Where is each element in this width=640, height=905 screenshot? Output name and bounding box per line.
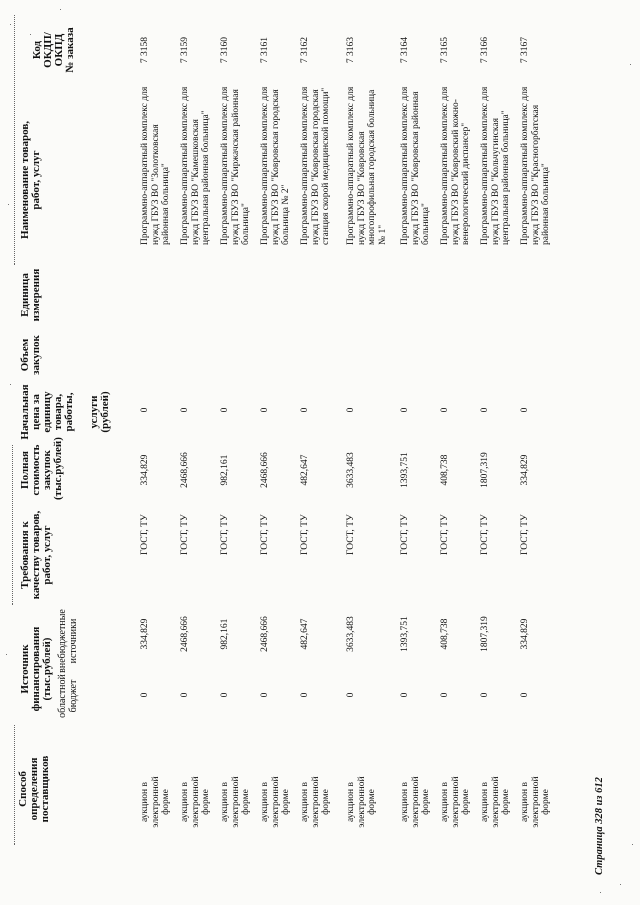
row-name-line: нужд ГБУЗ ВО "Ковровская [356, 131, 367, 245]
row-code: 7 3159 [180, 36, 190, 64]
row-method-line: аукцион в [440, 782, 450, 822]
row-method-line: форме [461, 789, 471, 815]
row-name-line: районная больница" [541, 163, 551, 245]
row-name-line: больница № 2" [281, 184, 291, 245]
header-volume: Объем закупок [19, 335, 42, 375]
row-funding-extrabudget: 334,829 [520, 618, 530, 650]
scan-speck [6, 654, 7, 655]
row-funding-extrabudget: 408,738 [440, 618, 450, 650]
row-name-line: Программно-аппаратный комплекс для [260, 86, 270, 245]
row-initial-price: 0 [520, 407, 530, 413]
row-funding-regional: 0 [140, 692, 150, 698]
row-total-cost: 1393,751 [400, 452, 410, 488]
row-name-line: Программно-аппаратный комплекс для [140, 86, 150, 245]
row-funding-extrabudget: 2468,666 [180, 616, 190, 652]
row-name [346, 70, 388, 245]
row-method [260, 769, 292, 835]
row-method-line: электронной [356, 776, 367, 828]
row-quality: ГОСТ, ТУ [260, 514, 270, 555]
row-method-line: аукцион в [140, 782, 150, 822]
row-total-cost: 2468,666 [260, 452, 270, 488]
header-quality: Требования к качеству товаров, работ, услуг [19, 510, 53, 600]
row-name-line: нужд ГБУЗ ВО "Камешковская [190, 119, 201, 245]
row-funding-extrabudget: 334,829 [140, 618, 150, 650]
row-funding-extrabudget: 1393,751 [400, 616, 410, 652]
row-method-line: электронной [310, 776, 321, 828]
row-method [520, 769, 552, 835]
row-initial-price: 0 [220, 407, 230, 413]
row-initial-price: 0 [180, 407, 190, 413]
row-initial-price: 0 [440, 407, 450, 413]
row-total-cost: 334,829 [520, 454, 530, 486]
row-name [440, 70, 472, 245]
row-method-line: аукцион в [180, 782, 190, 822]
row-name [300, 70, 332, 245]
row-name-line: нужд ГБУЗ ВО "Золотковская [150, 124, 161, 245]
row-name-line: Программно-аппаратный комплекс для [180, 86, 190, 245]
row-name-line: нужд ГБУЗ ВО "Ковровская городская [310, 89, 321, 245]
page-number: Страница 328 из 612 [594, 777, 605, 875]
row-method-line: аукцион в [300, 782, 310, 822]
row-name [180, 70, 212, 245]
row-name-line: нужд ГБУЗ ВО "Красногорбатская [530, 104, 541, 245]
row-funding-extrabudget: 2468,666 [260, 616, 270, 652]
row-code: 7 3166 [480, 36, 490, 64]
row-code: 7 3167 [520, 36, 530, 64]
row-method-line: форме [501, 789, 511, 815]
row-method-line: форме [367, 789, 377, 815]
row-total-cost: 482,647 [300, 454, 310, 486]
row-name-line: Программно-аппаратный комплекс для [346, 86, 356, 245]
row-method-line: электронной [150, 776, 161, 828]
row-funding-regional: 0 [180, 692, 190, 698]
row-method-line: аукцион в [260, 782, 270, 822]
row-funding-extrabudget: 1807,319 [480, 616, 490, 652]
header-initial-price: Начальная цена за единицу товара, работы, услуги (рублей) [19, 384, 111, 440]
row-method-line: аукцион в [220, 782, 230, 822]
row-quality: ГОСТ, ТУ [220, 514, 230, 555]
header-code: Код ОКДП/ ОКПД № заказа [31, 27, 76, 73]
row-method-line: форме [201, 789, 211, 815]
row-quality: ГОСТ, ТУ [346, 514, 356, 555]
row-name-line: центральная районная больница" [501, 110, 511, 245]
row-funding-regional: 0 [400, 692, 410, 698]
scan-speck [632, 844, 633, 845]
scan-speck [600, 892, 601, 893]
row-initial-price: 0 [300, 407, 310, 413]
scan-speck [30, 34, 31, 35]
row-code: 7 3165 [440, 36, 450, 64]
header-name: Наименование товаров, работ, услуг [19, 120, 42, 240]
row-name [400, 70, 432, 245]
row-total-cost: 982,161 [220, 454, 230, 486]
row-total-cost: 2468,666 [180, 452, 190, 488]
row-name-line: больница" [421, 203, 431, 245]
row-total-cost: 334,829 [140, 454, 150, 486]
row-method-line: форме [161, 789, 171, 815]
row-funding-regional: 0 [300, 692, 310, 698]
row-quality: ГОСТ, ТУ [300, 514, 310, 555]
row-quality: ГОСТ, ТУ [520, 514, 530, 555]
row-name-line: венерологический диспансер" [461, 122, 471, 245]
row-method [180, 769, 212, 835]
row-method-line: аукцион в [400, 782, 410, 822]
row-name-line: Программно-аппаратный комплекс для [300, 86, 310, 245]
row-name [480, 70, 512, 245]
row-name [140, 70, 172, 245]
row-name-line: Программно-аппаратный комплекс для [400, 86, 410, 245]
header-funding: Источник финансирования (тыс.рублей) [19, 626, 53, 712]
row-initial-price: 0 [346, 407, 356, 413]
row-method-line: форме [421, 789, 431, 815]
row-code: 7 3158 [140, 36, 150, 64]
header-funding-regional: областной бюджет [57, 674, 79, 718]
scan-speck [630, 64, 631, 65]
row-funding-extrabudget: 982,161 [220, 618, 230, 650]
row-funding-regional: 0 [480, 692, 490, 698]
row-quality: ГОСТ, ТУ [480, 514, 490, 555]
row-quality: ГОСТ, ТУ [140, 514, 150, 555]
row-funding-regional: 0 [520, 692, 530, 698]
row-method [346, 769, 378, 835]
row-method-line: электронной [190, 776, 201, 828]
row-name-line: Программно-аппаратный комплекс для [220, 86, 230, 245]
row-funding-extrabudget: 3633,483 [346, 616, 356, 652]
row-quality: ГОСТ, ТУ [400, 514, 410, 555]
row-method-line: электронной [490, 776, 501, 828]
scan-speck [60, 9, 61, 10]
row-method [300, 769, 332, 835]
row-method-line: аукцион в [480, 782, 490, 822]
row-code: 7 3162 [300, 36, 310, 64]
row-method-line: электронной [410, 776, 421, 828]
row-total-cost: 408,738 [440, 454, 450, 486]
row-method [400, 769, 432, 835]
row-initial-price: 0 [260, 407, 270, 413]
row-initial-price: 0 [140, 407, 150, 413]
row-method-line: форме [321, 789, 331, 815]
row-name-line: Программно-аппаратный комплекс для [520, 86, 530, 245]
row-method-line: электронной [270, 776, 281, 828]
row-name [520, 70, 552, 245]
row-funding-extrabudget: 482,647 [300, 618, 310, 650]
row-name-line: центральная районная больница" [201, 110, 211, 245]
row-code: 7 3160 [220, 36, 230, 64]
row-method-line: электронной [230, 776, 241, 828]
row-quality: ГОСТ, ТУ [180, 514, 190, 555]
row-code: 7 3164 [400, 36, 410, 64]
header-unit: Единица измерения [19, 268, 42, 322]
row-quality: ГОСТ, ТУ [440, 514, 450, 555]
row-initial-price: 0 [480, 407, 490, 413]
scan-speck [8, 204, 9, 205]
row-funding-regional: 0 [220, 692, 230, 698]
row-total-cost: 3633,483 [346, 452, 356, 488]
scan-speck [10, 384, 11, 385]
row-name-line: нужд ГБУЗ ВО "Ковровская районная [410, 91, 421, 245]
row-method-line: форме [541, 789, 551, 815]
scan-speck [620, 884, 621, 885]
row-name-line: Программно-аппаратный комплекс для [440, 86, 450, 245]
row-method-line: форме [281, 789, 291, 815]
row-funding-regional: 0 [440, 692, 450, 698]
scan-speck [10, 24, 11, 25]
row-initial-price: 0 [400, 407, 410, 413]
row-name-line: многопрофильная городская больница [367, 89, 377, 245]
row-name-line: Программно-аппаратный комплекс для [480, 86, 490, 245]
row-name-line: нужд ГБУЗ ВО "Ковровская городская [270, 89, 281, 245]
header-funding-extrabudget: внебюджетные источники [57, 609, 79, 673]
row-name-line: нужд ГБУЗ ВО "Кольчугинская [490, 118, 501, 245]
row-funding-regional: 0 [346, 692, 356, 698]
row-name-line: № 1" [377, 224, 388, 245]
row-method [440, 769, 472, 835]
row-code: 7 3163 [346, 36, 356, 64]
row-name [260, 70, 292, 245]
row-total-cost: 1807,319 [480, 452, 490, 488]
row-method-line: аукцион в [346, 782, 356, 822]
header-total-cost: Полная стоимость закупок (тыс.рублей) [19, 437, 64, 500]
row-method [140, 769, 172, 835]
row-name [220, 70, 252, 245]
row-name-line: больница" [241, 203, 251, 245]
row-method [480, 769, 512, 835]
row-name-line: станция скорой медицинской помощи" [321, 87, 331, 245]
row-name-line: районная больница" [161, 163, 171, 245]
row-method [220, 769, 252, 835]
header-method: Способ определения поставщиков [17, 755, 51, 823]
row-method-line: аукцион в [520, 782, 530, 822]
row-method-line: электронной [530, 776, 541, 828]
row-method-line: форме [241, 789, 251, 815]
row-code: 7 3161 [260, 36, 270, 64]
row-funding-regional: 0 [260, 692, 270, 698]
row-name-line: нужд ГБУЗ ВО "Киржачская районная [230, 89, 241, 245]
row-name-line: нужд ГБУЗ ВО "Ковровский кожно- [450, 99, 461, 245]
row-method-line: электронной [450, 776, 461, 828]
